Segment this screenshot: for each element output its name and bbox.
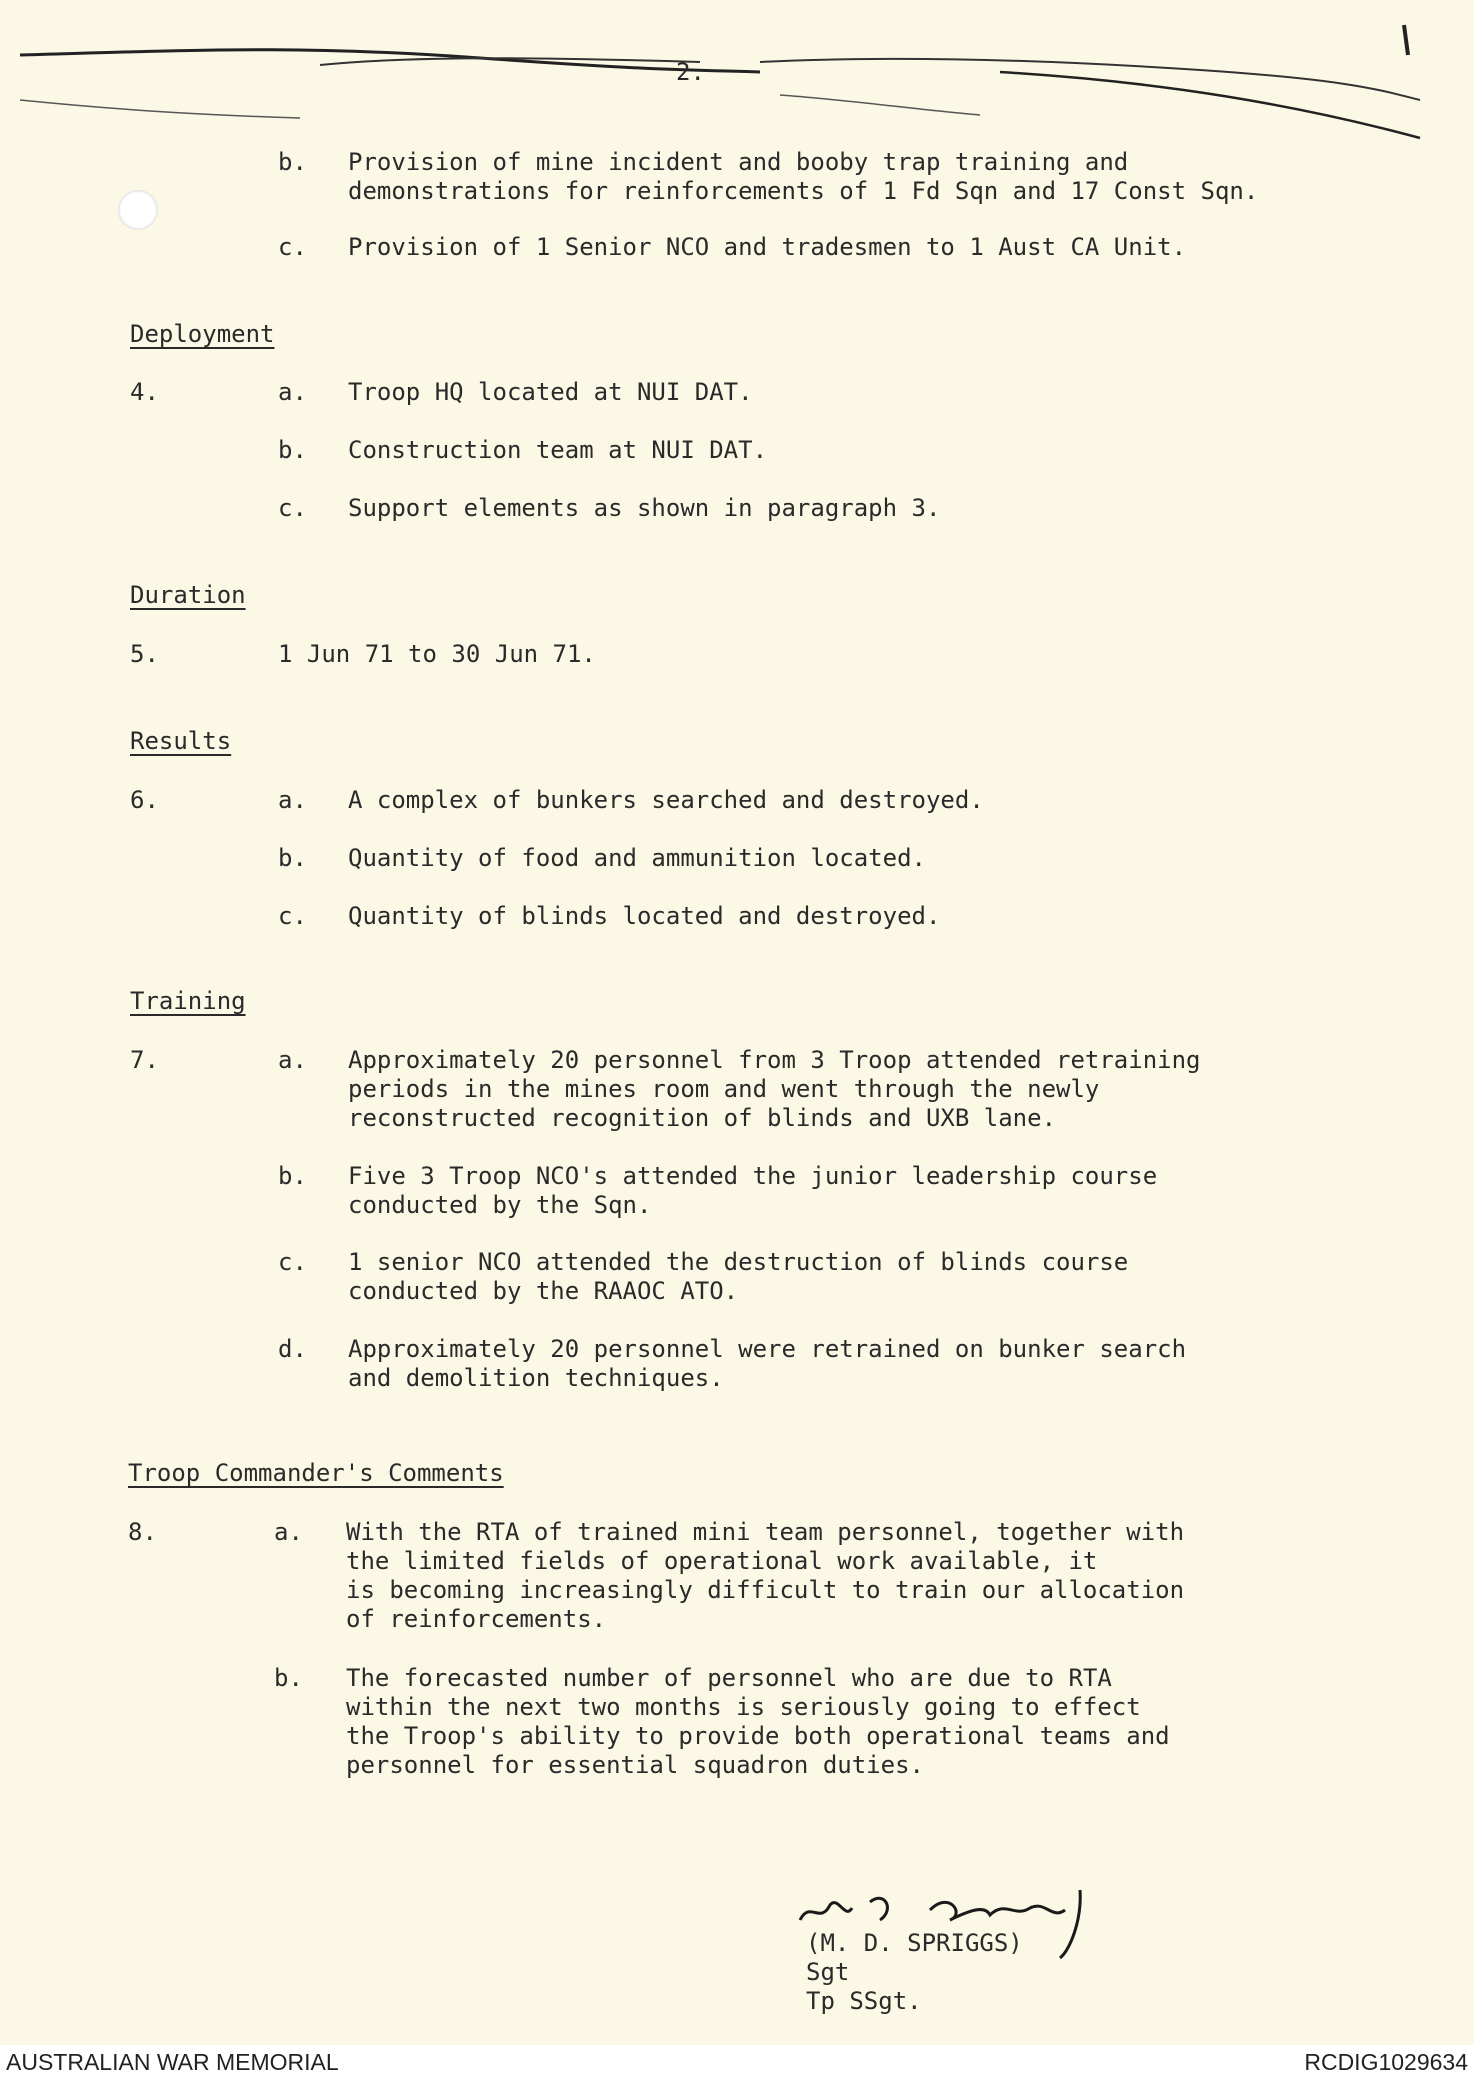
section-heading-results: Results [130, 727, 232, 755]
footer-source: AUSTRALIAN WAR MEMORIAL [6, 2049, 339, 2075]
entry-label: b. [278, 1162, 307, 1190]
paragraph-number: 6. [130, 786, 159, 814]
page-number: 2. [676, 58, 705, 86]
item-label: b. [278, 148, 307, 176]
paragraph-number: 8. [128, 1518, 157, 1546]
entry-text: 1 senior NCO attended the destruction of blinds course conducted by the RAAOC ATO. [348, 1248, 1129, 1305]
entry-label: c. [278, 1248, 307, 1276]
entry-text: Five 3 Troop NCO's attended the junior leadership course conducted by the Sqn. [348, 1162, 1158, 1219]
signatory-appointment: Tp SSgt. [806, 1987, 922, 2015]
signatory-rank: Sgt [806, 1958, 850, 1986]
entry-label: b. [278, 436, 307, 464]
entry-text: Construction team at NUI DAT. [348, 436, 768, 464]
entry-text: Approximately 20 personnel from 3 Troop attended retraining periods in the mines room and went through the newly reconstructed recognition of blinds and UXB lane. [348, 1046, 1201, 1132]
footer-identifier: RCDIG1029634 [1304, 2049, 1468, 2075]
paragraph-number: 5. [130, 640, 159, 668]
signatory-name: (M. D. SPRIGGS) [806, 1929, 1023, 1957]
entry-text: 1 Jun 71 to 30 Jun 71. [278, 640, 596, 668]
entry-label: a. [274, 1518, 303, 1546]
entry-text: Quantity of food and ammunition located. [348, 844, 926, 872]
item-text: Provision of mine incident and booby trap training and demonstrations for reinforcements of 1 Fd Sqn and 17 Const Sqn. [348, 148, 1259, 205]
entry-label: b. [278, 844, 307, 872]
section-heading-comments: Troop Commander's Comments [128, 1459, 504, 1487]
paragraph-number: 7. [130, 1046, 159, 1074]
item-text: Provision of 1 Senior NCO and tradesmen to 1 Aust CA Unit. [348, 233, 1187, 261]
entry-text: The forecasted number of personnel who are due to RTA within the next two months is seriously going to effect the Troop's ability to provide both operational teams and personnel for essential squadron duties. [346, 1664, 1170, 1779]
entry-label: c. [278, 902, 307, 930]
entry-label: d. [278, 1335, 307, 1363]
entry-text: Quantity of blinds located and destroyed. [348, 902, 941, 930]
entry-label: b. [274, 1664, 303, 1692]
entry-label: a. [278, 378, 307, 406]
entry-text: Support elements as shown in paragraph 3. [348, 494, 941, 522]
entry-text: Approximately 20 personnel were retrained on bunker search and demolition techniques. [348, 1335, 1187, 1392]
entry-text: With the RTA of trained mini team personnel, together with the limited fields of operational work available, it is becoming increasingly difficult to train our allocation of reinforcements. [346, 1518, 1185, 1633]
section-heading-deployment: Deployment [130, 320, 275, 348]
entry-label: c. [278, 494, 307, 522]
section-heading-training: Training [130, 987, 246, 1015]
entry-text: A complex of bunkers searched and destroyed. [348, 786, 984, 814]
entry-text: Troop HQ located at NUI DAT. [348, 378, 753, 406]
paragraph-number: 4. [130, 378, 159, 406]
entry-label: a. [278, 786, 307, 814]
entry-label: a. [278, 1046, 307, 1074]
item-label: c. [278, 233, 307, 261]
section-heading-duration: Duration [130, 581, 246, 609]
